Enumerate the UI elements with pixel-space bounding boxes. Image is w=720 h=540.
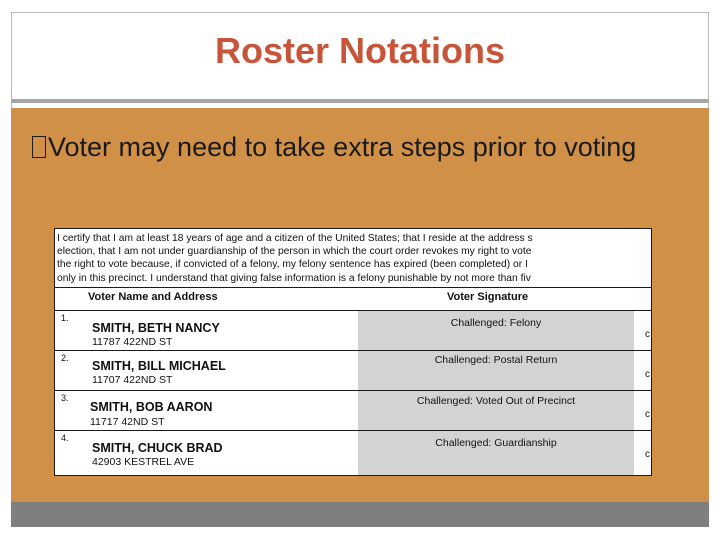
voter-address: 11787 422ND ST — [92, 336, 173, 348]
row-mark: c — [645, 369, 650, 380]
certification-line: I certify that I am at least 18 years of age and a citizen of the United States; that I reside at the address s — [57, 233, 533, 244]
roster-row — [55, 391, 651, 431]
voter-address: 11707 422ND ST — [92, 374, 173, 386]
row-mark: c — [645, 449, 650, 460]
signature-notation: Challenged: Postal Return — [434, 354, 558, 366]
title-divider — [11, 99, 709, 103]
voter-name: SMITH, BILL MICHAEL — [92, 359, 226, 373]
row-mark: c — [645, 409, 650, 420]
row-number: 2. — [61, 353, 69, 363]
signature-notation: Challenged: Guardianship — [435, 437, 557, 449]
voter-name: SMITH, BOB AARON — [90, 400, 213, 414]
row-number: 3. — [61, 393, 69, 403]
row-mark: c — [645, 329, 650, 340]
roster-header — [55, 287, 651, 311]
bullet-box-icon — [32, 136, 46, 158]
voter-address: 42903 KESTREL AVE — [92, 456, 195, 468]
bullet-point — [32, 128, 692, 166]
row-number: 4. — [61, 433, 69, 443]
roster-row — [55, 351, 651, 391]
voter-name: SMITH, BETH NANCY — [92, 321, 220, 335]
bullet-text: Voter may need to take extra steps prior to voting — [48, 132, 637, 162]
header-signature: Voter Signature — [447, 291, 529, 303]
certification-line: election, that I am not under guardianship of the person in which the court order revokes my right to vote — [57, 246, 532, 258]
bottom-bar — [11, 502, 709, 527]
certification-line: the right to vote because, if convicted of a felony, my felony sentence has expired (been completed) or I — [57, 259, 528, 271]
roster-row — [55, 311, 651, 351]
header-name-address: Voter Name and Address — [88, 291, 218, 303]
voter-address: 11717 42ND ST — [90, 416, 165, 428]
certification-line: only in this precinct. I understand that giving false information is a felony punishable by not more than fiv — [57, 272, 531, 284]
certification-text — [57, 232, 652, 285]
row-number: 1. — [61, 313, 69, 323]
signature-notation: Challenged: Voted Out of Precinct — [416, 395, 576, 407]
slide-title: Roster Notations — [214, 30, 506, 71]
roster-document — [54, 228, 652, 476]
roster-row — [55, 431, 651, 471]
signature-notation: Challenged: Felony — [450, 317, 542, 329]
voter-name: SMITH, CHUCK BRAD — [92, 441, 223, 455]
